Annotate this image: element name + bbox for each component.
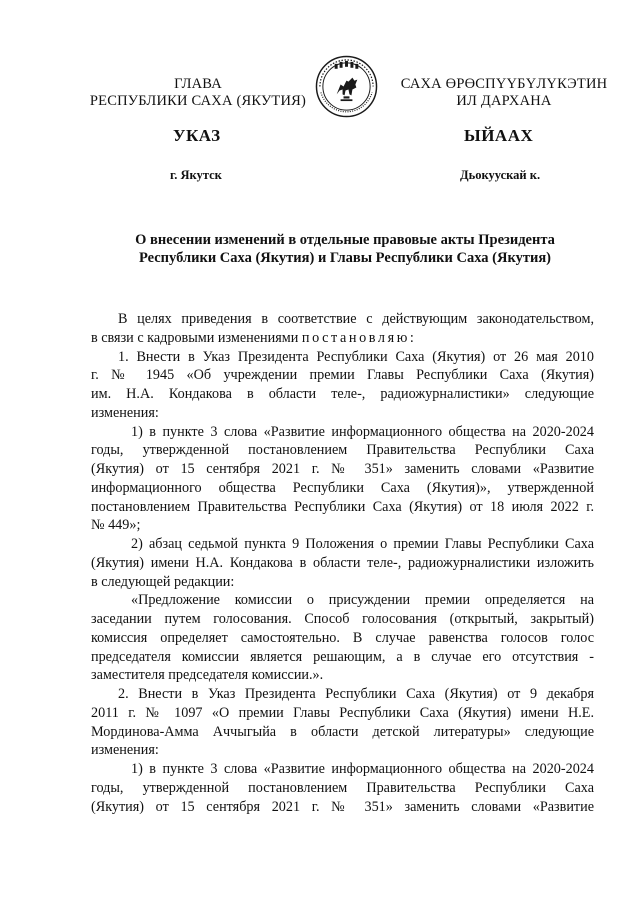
body-line: годы, утвержденной постановлением Правительства Республики Саха bbox=[91, 779, 594, 796]
body-line: заместителя председателя комиссии.». bbox=[91, 667, 324, 684]
header-left-title: ГЛАВА bbox=[174, 76, 222, 92]
body-line: годы, утвержденной постановлением Правительства Республики Саха bbox=[91, 442, 594, 459]
body-line: заседании путем голосования. Способ голосования (открытый, закрытый) bbox=[91, 611, 594, 627]
body-line: 2. Внести в Указ Президента Республики Саха (Якутия) от 9 декабря bbox=[118, 686, 594, 702]
doc-type-ru: УКАЗ bbox=[173, 126, 221, 145]
body-line bbox=[91, 329, 594, 348]
body-line: 1) в пункте 3 слова «Развитие информационного общества на 2020-2024 bbox=[131, 761, 594, 777]
body-text: в связи с кадровыми изменениями bbox=[91, 329, 302, 346]
body-line: 2011 г. № 1097 «О премии Главы Республики Саха (Якутия) имени Н.Е. bbox=[91, 704, 594, 721]
body-line: г. № 1945 «Об учреждении премии Главы Республики Саха (Якутия) bbox=[91, 367, 594, 384]
document-title bbox=[90, 231, 600, 267]
body-line: 1) в пункте 3 слова «Развитие информационного общества на 2020-2024 bbox=[131, 423, 594, 440]
body-line: № 449»; bbox=[91, 517, 141, 534]
doc-type-sakha: ЫЙААХ bbox=[464, 126, 534, 145]
body-line: В целях приведения в соответствие с действующим законодательством, bbox=[118, 311, 594, 327]
title-line: О внесении изменений в отдельные правовые акты Президента bbox=[135, 232, 555, 248]
document-body bbox=[91, 310, 594, 816]
header-right-title: САХА ӨРӨСПҮҮБҮЛҮКЭТИН bbox=[400, 76, 608, 92]
header-left-subtitle: РЕСПУБЛИКИ САХА (ЯКУТИЯ) bbox=[89, 93, 307, 109]
body-line: (Якутия) от 15 сентября 2021 г. № 351» заменить словами «Развитие bbox=[91, 461, 594, 477]
body-line: 1. Внести в Указ Президента Республики Саха (Якутия) от 26 мая 2010 bbox=[118, 348, 594, 365]
body-line: председателя комиссии является решающим, а в случае его отсутствия - bbox=[91, 648, 594, 665]
body-line: информационного общества Республики Саха (Якутия)», утвержденной bbox=[91, 479, 594, 496]
body-line: в следующей редакции: bbox=[91, 573, 235, 590]
body-line: 2) абзац седьмой пункта 9 Положения о премии Главы Республики Саха bbox=[131, 536, 594, 552]
header-left bbox=[80, 76, 316, 110]
body-line: комиссия определяет самостоятельно. В случае равенства голосов голос bbox=[91, 629, 594, 646]
decree-verb: постановляю: bbox=[301, 329, 417, 346]
body-line: «Предложение комиссии о присуждении премии определяется на bbox=[131, 592, 594, 609]
body-line: (Якутия) имени Н.А. Кондакова в области теле-, радиожурналистики изложить bbox=[91, 554, 594, 571]
body-line: изменения: bbox=[91, 742, 159, 759]
sakha-coat-of-arms-icon bbox=[315, 55, 378, 118]
header-right-subtitle: ИЛ ДАРХАНА bbox=[456, 93, 552, 109]
body-line: изменения: bbox=[91, 404, 159, 421]
city-sakha: Дьокуускай к. bbox=[460, 168, 541, 182]
body-line: (Якутия) от 15 сентября 2021 г. № 351» заменить словами «Развитие bbox=[91, 798, 594, 815]
city-ru: г. Якутск bbox=[170, 168, 222, 182]
body-line: Мординова-Амма Аччыгыйа в области детской литературы» следующие bbox=[91, 723, 594, 740]
body-line: постановлением Правительства Республики Саха (Якутия) от 18 июля 2022 г. bbox=[91, 498, 594, 515]
body-line: им. Н.А. Кондакова в области теле-, радиожурналистики» следующие bbox=[91, 386, 594, 402]
header-right bbox=[394, 76, 614, 110]
title-line: Республики Саха (Якутия) и Главы Республики Саха (Якутия) bbox=[138, 250, 552, 266]
